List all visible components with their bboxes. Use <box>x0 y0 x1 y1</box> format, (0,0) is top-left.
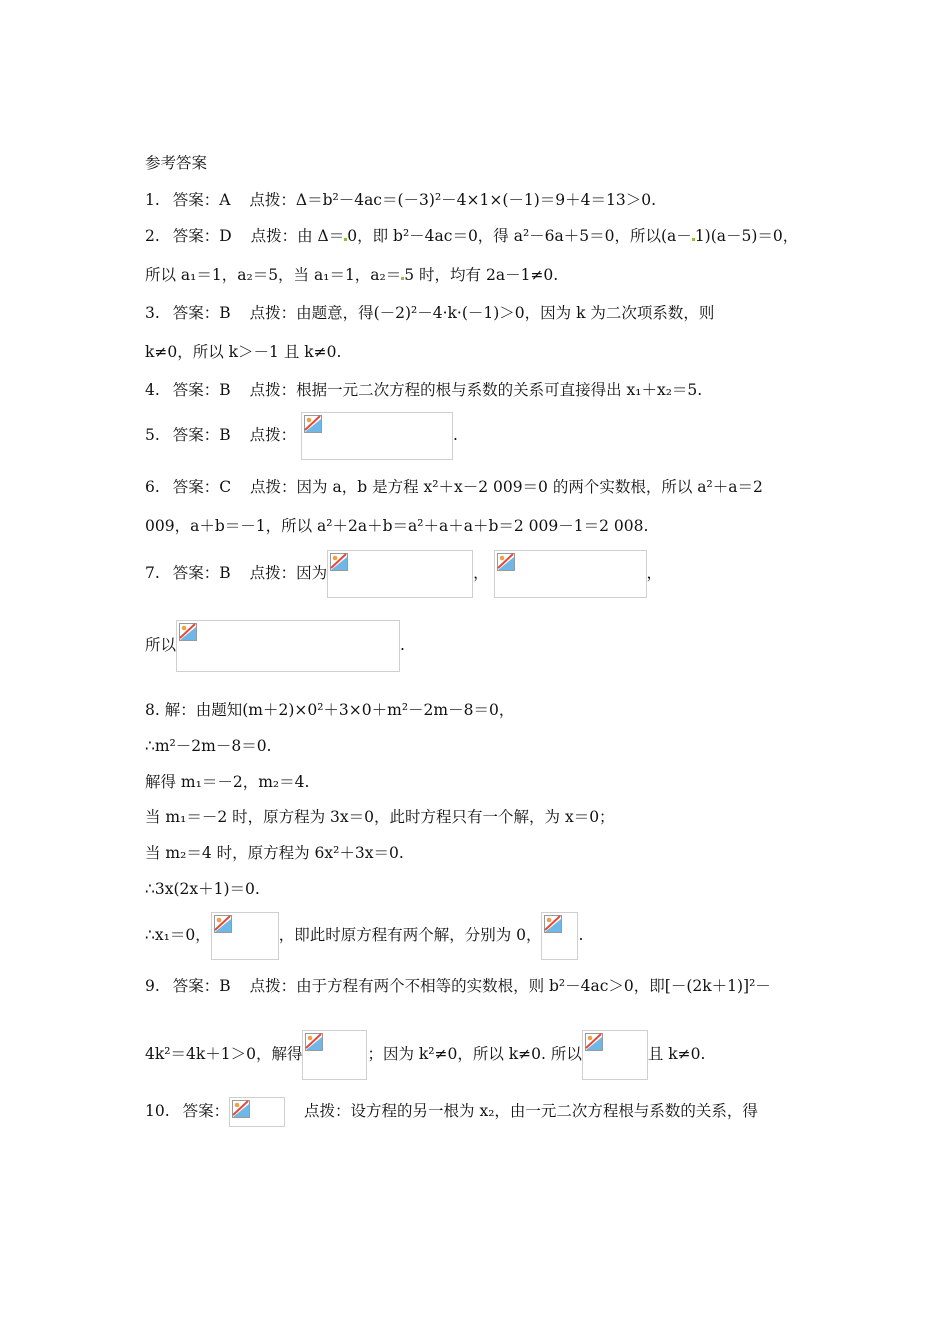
broken-image-icon <box>305 1033 323 1051</box>
answer-label: 答案：B <box>172 304 231 322</box>
hint-text: 点拨：由 Δ＝ <box>250 227 345 245</box>
question-number: 3. <box>145 304 160 322</box>
hint-text: 且 k≠0. <box>647 1045 706 1063</box>
formula-image <box>211 912 279 960</box>
formula-image <box>176 620 400 672</box>
hint-text: 点拨：Δ＝b²－4ac＝(－3)²－4×1×(－1)＝9＋4＝13＞0. <box>249 191 657 209</box>
answer-label: 答案： <box>182 1102 230 1120</box>
solution-8-line <box>145 912 583 960</box>
answer-label: 答案：B <box>172 564 231 582</box>
formula-image <box>582 1030 648 1080</box>
answer-7 <box>145 550 662 598</box>
broken-image-icon <box>214 915 232 933</box>
hint-text: 所以 <box>145 636 177 654</box>
formula-image <box>301 412 453 460</box>
broken-image-icon <box>330 553 348 571</box>
question-number: 6. <box>145 478 160 496</box>
broken-image-icon <box>497 553 515 571</box>
hint-text: 点拨：因为 a，b 是方程 x²＋x－2 009＝0 的两个实数根，所以 a²＋a＝2 <box>250 478 763 496</box>
answer-2-cont <box>145 265 558 285</box>
broken-image-icon <box>304 415 322 433</box>
hint-text: 点拨： <box>249 426 297 444</box>
answer-10 <box>145 1097 758 1127</box>
question-number: 9. <box>145 977 160 995</box>
formula-image <box>229 1097 285 1127</box>
solution-8-line: ∴3x(2x＋1)＝0. <box>145 880 260 898</box>
solution-8-line: 当 m₁＝－2 时，原方程为 3x＝0，此时方程只有一个解，为 x＝0； <box>145 808 615 826</box>
hint-text: 点拨：因为 <box>249 564 328 582</box>
formula-image <box>327 550 473 598</box>
hint-text: 点拨：设方程的另一根为 x₂，由一元二次方程根与系数的关系，得 <box>304 1102 758 1120</box>
answer-1 <box>145 190 656 210</box>
solution-8-line: 解得 m₁＝－2，m₂＝4. <box>145 773 310 791</box>
answer-3-cont: k≠0，所以 k＞－1 且 k≠0. <box>145 343 342 361</box>
answer-label: 答案：B <box>172 977 231 995</box>
hint-text: ， <box>473 564 489 582</box>
hint-text: . <box>400 636 405 654</box>
answer-label: 答案：C <box>172 478 232 496</box>
hint-text: 0，即 b²－4ac＝0，得 a²－6a＋5＝0，所以(a－ <box>347 227 692 245</box>
question-number: 4. <box>145 381 160 399</box>
hint-text: 1)(a－5)＝0， <box>694 227 799 245</box>
solution-8-line: 8. 解：由题知(m＋2)×0²＋3×0＋m²－2m－8＝0， <box>145 701 515 719</box>
hint-text: ，即此时原方程有两个解，分别为 0， <box>278 926 542 944</box>
hint-text: . <box>453 426 458 444</box>
answer-9-cont <box>145 1030 705 1080</box>
broken-image-icon <box>544 915 562 933</box>
answer-label: 答案：B <box>172 426 231 444</box>
hint-text: 点拨：由题意，得(－2)²－4·k·(－1)＞0，因为 k 为二次项系数，则 <box>249 304 715 322</box>
answer-6 <box>145 477 763 497</box>
answer-label: 答案：D <box>172 227 232 245</box>
hint-text: 所以 a₁＝1，a₂＝5，当 a₁＝1，a₂＝ <box>145 266 402 284</box>
broken-image-icon <box>232 1100 250 1118</box>
answer-label: 答案：A <box>172 191 231 209</box>
answer-7-cont <box>145 620 405 672</box>
answer-label: 答案：B <box>172 381 231 399</box>
answer-4 <box>145 380 702 400</box>
broken-image-icon <box>179 623 197 641</box>
hint-text: 4k²＝4k＋1＞0，解得 <box>145 1045 303 1063</box>
solution-8-line: ∴m²－2m－8＝0. <box>145 737 272 755</box>
answer-2 <box>145 226 798 246</box>
answer-9 <box>145 976 771 996</box>
question-number: 5. <box>145 426 160 444</box>
question-number: 7. <box>145 564 160 582</box>
formula-image <box>302 1030 367 1080</box>
hint-text: 点拨：根据一元二次方程的根与系数的关系可直接得出 x₁＋x₂＝5. <box>249 381 703 399</box>
answer-6-cont: 009，a＋b＝－1，所以 a²＋2a＋b＝a²＋a＋a＋b＝2 009－1＝2 008. <box>145 517 649 535</box>
question-number: 1. <box>145 191 160 209</box>
broken-image-icon <box>585 1033 603 1051</box>
hint-text: ， <box>646 564 663 582</box>
hint-text: . <box>578 926 584 944</box>
hint-text: ∴x₁＝0， <box>145 926 211 944</box>
solution-8-line: 当 m₂＝4 时，原方程为 6x²＋3x＝0. <box>145 844 404 862</box>
formula-image <box>541 912 578 960</box>
hint-text: ；因为 k²≠0，所以 k≠0. 所以 <box>367 1045 582 1063</box>
hint-text: 点拨：由于方程有两个不相等的实数根，则 b²－4ac＞0，即[－(2k＋1)]²－ <box>249 977 771 995</box>
question-number: 10. <box>145 1102 170 1120</box>
formula-image <box>494 550 647 598</box>
heading: 参考答案 <box>145 154 208 172</box>
answer-3 <box>145 303 714 323</box>
answer-5 <box>145 412 458 460</box>
hint-text: 5 时，均有 2a－1≠0. <box>404 266 559 284</box>
question-number: 2. <box>145 227 160 245</box>
